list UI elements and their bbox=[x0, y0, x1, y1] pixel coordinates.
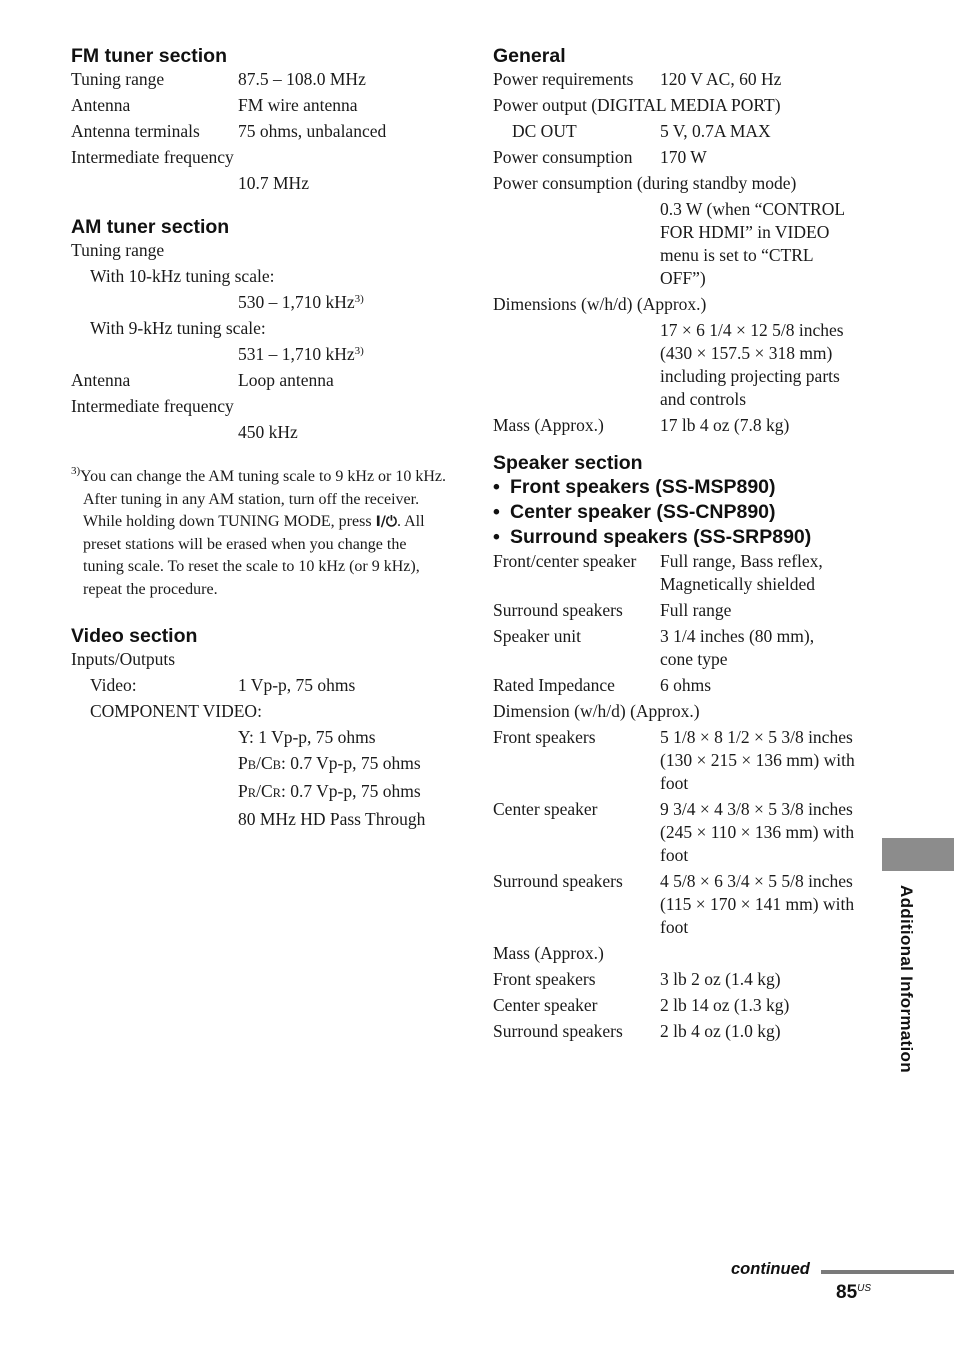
continued-label: continued bbox=[731, 1260, 810, 1278]
spec-row bbox=[493, 550, 875, 596]
spec-row bbox=[493, 68, 875, 91]
spec-value: 17 × 6 1/4 × 12 5/8 inches (430 × 157.5 × 318 mm) including projecting parts and controls bbox=[660, 320, 844, 409]
spec-value: Full range bbox=[660, 600, 732, 620]
section-heading: AM tuner section bbox=[71, 216, 230, 238]
spec-row bbox=[493, 414, 875, 437]
spec-value: 170 W bbox=[660, 147, 707, 167]
spec-label: Tuning range bbox=[71, 240, 165, 260]
speaker-section bbox=[493, 451, 875, 1043]
spec-label: Speaker unit bbox=[493, 626, 581, 646]
spec-value: FM wire antenna bbox=[238, 95, 358, 115]
spec-label: Antenna bbox=[71, 370, 131, 390]
page-number: $85^{US}$ bbox=[836, 1282, 872, 1303]
spec-label: Power requirements bbox=[493, 69, 634, 89]
spec-row bbox=[493, 674, 875, 697]
spec-row bbox=[493, 120, 875, 143]
spec-row bbox=[71, 369, 451, 392]
side-tab-bar bbox=[882, 838, 954, 871]
section-heading: Video section bbox=[71, 624, 198, 647]
spec-value: 80 MHz HD Pass Through bbox=[238, 808, 426, 829]
spec-value: 0.3 W (when “CONTROL FOR HDMI” in VIDEO menu is set to “CTRL OFF”) bbox=[660, 199, 846, 288]
spec-row bbox=[71, 674, 451, 697]
spec-label: Power output (DIGITAL MEDIA PORT) bbox=[493, 95, 781, 115]
footnote-marker: 3) bbox=[71, 465, 81, 477]
spec-value: 1 Vp-p, 75 ohms bbox=[238, 674, 356, 695]
spec-value: 9 3/4 × 4 3/8 × 5 3/8 inches (245 × 110 × 136 mm) with foot bbox=[660, 799, 855, 865]
spec-value: 75 ohms, unbalanced bbox=[238, 121, 387, 141]
spec-row bbox=[493, 968, 875, 991]
spec-value: Loop antenna bbox=[238, 370, 334, 390]
footnote-ref: 3) bbox=[354, 293, 364, 305]
spec-label: With 9-kHz tuning scale: bbox=[90, 318, 266, 338]
spec-label: Dimension (w/h/d) (Approx.) bbox=[493, 701, 700, 721]
speaker-bullet: • Surround speakers (SS-SRP890) bbox=[493, 525, 875, 550]
spec-label: Surround speakers bbox=[493, 600, 623, 620]
footnote-ref: 3) bbox=[354, 345, 364, 357]
spec-label: Surround speakers bbox=[493, 1021, 623, 1041]
spec-row bbox=[493, 870, 875, 939]
spec-label: Video: bbox=[90, 674, 137, 695]
am-tuner-section bbox=[71, 215, 451, 444]
spec-row bbox=[493, 146, 875, 169]
spec-value: 6 ohms bbox=[660, 675, 712, 695]
spec-value: Y: 1 Vp-p, 75 ohms bbox=[238, 726, 376, 747]
spec-label: DC OUT bbox=[512, 121, 577, 141]
spec-value: 450 kHz bbox=[238, 422, 298, 442]
spec-label: Antenna bbox=[71, 95, 131, 115]
speaker-bullet: • Center speaker (SS-CNP890) bbox=[493, 500, 875, 525]
page-number-suffix: US bbox=[857, 1283, 872, 1294]
spec-row bbox=[493, 1020, 875, 1043]
spec-value: 5 V, 0.7A MAX bbox=[660, 121, 771, 141]
footnote: $^{3)}$You can change the AM tuning scale to 9 kHz or 10 kHz. After tuning in any AM station, turn off the receiver. While holding down TUNING MODE, press I/⏻. All preset stations will be erased when you change the tuning scale. To reset the scale to 10 kHz (or 9 kHz), repeat the procedure. bbox=[71, 465, 447, 598]
spec-label: Center speaker bbox=[493, 995, 598, 1015]
fm-tuner-section bbox=[71, 44, 451, 195]
spec-label: Inputs/Outputs bbox=[71, 648, 176, 669]
spec-value: 2 lb 4 oz (1.0 kg) bbox=[660, 1021, 781, 1041]
spec-value: 10.7 MHz bbox=[238, 173, 309, 193]
spec-value: Full range, Bass reflex, Magnetically shielded bbox=[660, 551, 823, 594]
spec-row bbox=[493, 726, 875, 795]
video-section bbox=[71, 624, 451, 831]
spec-label: Power consumption bbox=[493, 147, 633, 167]
spec-row bbox=[493, 625, 875, 671]
spec-row bbox=[493, 994, 875, 1017]
right-column bbox=[493, 44, 875, 1057]
spec-label: Mass (Approx.) bbox=[493, 943, 604, 963]
spec-value: PB/CB: 0.7 Vp-p, 75 ohms bbox=[238, 752, 421, 773]
spec-label: With 10-kHz tuning scale: bbox=[90, 266, 275, 286]
general-section bbox=[493, 44, 875, 437]
spec-label: Antenna terminals bbox=[71, 121, 200, 141]
spec-label: Rated Impedance bbox=[493, 675, 615, 695]
spec-row bbox=[71, 94, 451, 117]
spec-label: Center speaker bbox=[493, 799, 598, 819]
spec-label: Power consumption (during standby mode) bbox=[493, 173, 797, 193]
spec-label: Tuning range bbox=[71, 69, 165, 89]
spec-value: 5 1/8 × 8 1/2 × 5 3/8 inches (130 × 215 × 136 mm) with foot bbox=[660, 727, 855, 793]
side-tab-label: Additional Information bbox=[897, 885, 916, 1073]
speaker-bullet: • Front speakers (SS-MSP890) bbox=[493, 475, 875, 500]
spec-label: Intermediate frequency bbox=[71, 396, 234, 416]
section-heading: Speaker section bbox=[493, 452, 643, 474]
spec-row bbox=[71, 68, 451, 91]
spec-label: Mass (Approx.) bbox=[493, 415, 604, 435]
spec-value: 3 lb 2 oz (1.4 kg) bbox=[660, 969, 781, 989]
spec-row bbox=[493, 798, 875, 867]
spec-value: 17 lb 4 oz (7.8 kg) bbox=[660, 415, 790, 435]
spec-label: COMPONENT VIDEO: bbox=[90, 700, 262, 721]
spec-row bbox=[71, 120, 451, 143]
spec-label: Front speakers bbox=[493, 727, 596, 747]
spec-value: 87.5 – 108.0 MHz bbox=[238, 69, 366, 89]
spec-label: Intermediate frequency bbox=[71, 147, 234, 167]
power-icon: I/⏻ bbox=[375, 514, 397, 531]
left-column bbox=[71, 44, 451, 845]
spec-value: 2 lb 14 oz (1.3 kg) bbox=[660, 995, 790, 1015]
spec-label: Dimensions (w/h/d) (Approx.) bbox=[493, 294, 707, 314]
spec-value: PR/CR: 0.7 Vp-p, 75 ohms bbox=[238, 780, 421, 801]
spec-value: 530 – 1,710 kHz$^{3)}$ bbox=[238, 292, 364, 312]
spec-label: Surround speakers bbox=[493, 871, 623, 891]
section-heading: General bbox=[493, 45, 566, 67]
spec-value: 531 – 1,710 kHz$^{3)}$ bbox=[238, 344, 364, 364]
spec-value: 4 5/8 × 6 3/4 × 5 5/8 inches (115 × 170 × 141 mm) with foot bbox=[660, 871, 855, 937]
continued-rule bbox=[821, 1270, 954, 1274]
spec-label: Front speakers bbox=[493, 969, 596, 989]
spec-label: Front/center speaker bbox=[493, 551, 637, 571]
spec-value: 3 1/4 inches (80 mm), cone type bbox=[660, 626, 815, 669]
spec-row bbox=[493, 599, 875, 622]
section-heading: FM tuner section bbox=[71, 45, 228, 67]
spec-value: 120 V AC, 60 Hz bbox=[660, 69, 782, 89]
